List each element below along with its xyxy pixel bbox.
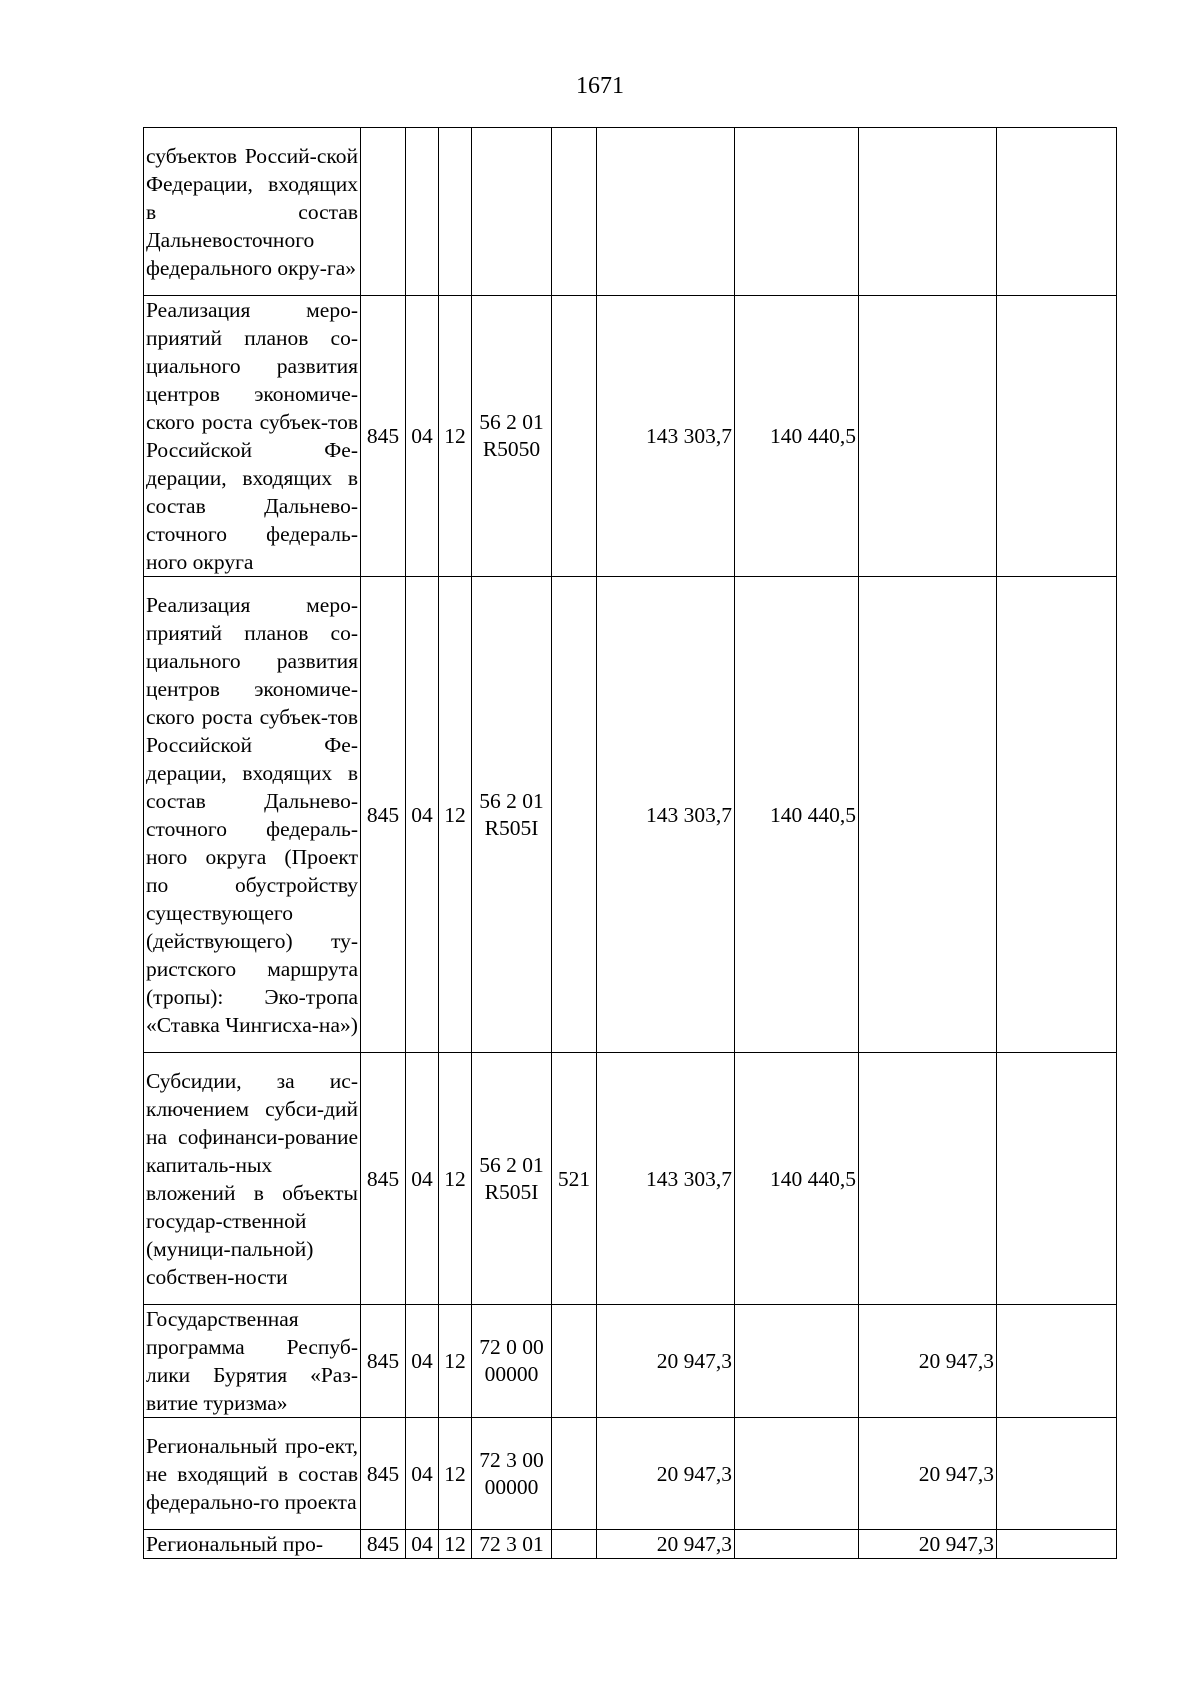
- admin-code-cell: 845: [361, 1053, 406, 1305]
- subsection-code-cell: 12: [439, 1418, 472, 1530]
- target-article-line-1: 72 0 00: [479, 1335, 544, 1359]
- total-amount-cell: 143 303,7: [597, 296, 735, 577]
- expense-type-cell: [552, 577, 597, 1053]
- table-row: [144, 296, 1117, 577]
- regional-amount-cell: [859, 128, 997, 296]
- target-article-cell: [472, 296, 552, 577]
- row-description: Государственная программа Респуб-лики Бурятия «Раз-витие туризма»: [144, 1305, 361, 1418]
- table-row: [144, 1530, 1117, 1559]
- table-row: [144, 128, 1117, 296]
- expense-type-cell: 521: [552, 1053, 597, 1305]
- regional-amount-cell: 20 947,3: [859, 1530, 997, 1559]
- expense-type-cell: [552, 1305, 597, 1418]
- target-article-cell: [472, 577, 552, 1053]
- row-description: Региональный про-: [144, 1530, 361, 1559]
- other-amount-cell: [997, 1305, 1117, 1418]
- target-article-line-1: 72 3 00: [479, 1447, 544, 1472]
- row-description: субъектов Россий-ской Федерации, входящих в состав Дальневосточного федерального окру-га»: [144, 128, 361, 296]
- admin-code-cell: 845: [361, 1418, 406, 1530]
- target-article-line-1: 56 2 01: [479, 1152, 544, 1177]
- expense-type-cell: [552, 1530, 597, 1559]
- admin-code-cell: 845: [361, 1305, 406, 1418]
- target-article-line-2: 00000: [484, 1362, 539, 1386]
- expense-type-cell: [552, 296, 597, 577]
- federal-amount-cell: 140 440,5: [735, 296, 859, 577]
- other-amount-cell: [997, 296, 1117, 577]
- target-article-line-2: R505I: [484, 815, 539, 840]
- admin-code-cell: 845: [361, 1530, 406, 1559]
- other-amount-cell: [997, 1418, 1117, 1530]
- target-article-line-2: R505I: [484, 1179, 539, 1204]
- table-body: [144, 128, 1117, 1559]
- total-amount-cell: 20 947,3: [597, 1530, 735, 1559]
- subsection-code-cell: 12: [439, 577, 472, 1053]
- row-description: Региональный про-ект, не входящий в состав федерально-го проекта: [144, 1418, 361, 1530]
- federal-amount-cell: 140 440,5: [735, 577, 859, 1053]
- expense-type-cell: [552, 1418, 597, 1530]
- row-description: Субсидии, за ис-ключением субси-дий на софинанси-рование капиталь-ных вложений в объекты государ-ственной (муници-пальной) собствен-ности: [144, 1053, 361, 1305]
- table-row: [144, 1305, 1117, 1418]
- table-row: [144, 1053, 1117, 1305]
- regional-amount-cell: [859, 577, 997, 1053]
- row-description: Реализация меро-приятий планов со-циального развития центров экономиче-ского роста субъек-тов Российской Фе-дерации, входящих в состав Дальнево-сточного федераль-ного округа (Проект по обустройству существующего (действующего) ту-ристского маршрута (тропы): Эко-тропа «Ставка Чингисха-на»): [144, 577, 361, 1053]
- page-number: 1671: [576, 73, 624, 99]
- total-amount-cell: 143 303,7: [597, 577, 735, 1053]
- subsection-code-cell: [439, 128, 472, 296]
- target-article-cell: [472, 1418, 552, 1530]
- expense-type-cell: [552, 128, 597, 296]
- target-article-cell: [472, 1530, 552, 1559]
- section-code-cell: [406, 128, 439, 296]
- section-code-cell: 04: [406, 1305, 439, 1418]
- total-amount-cell: 20 947,3: [597, 1418, 735, 1530]
- federal-amount-cell: [735, 1530, 859, 1559]
- section-code-cell: 04: [406, 296, 439, 577]
- section-code-cell: 04: [406, 1530, 439, 1559]
- admin-code-cell: 845: [361, 296, 406, 577]
- target-article-line-1: 72 3 01: [479, 1531, 544, 1556]
- table-row: [144, 1418, 1117, 1530]
- regional-amount-cell: 20 947,3: [859, 1305, 997, 1418]
- regional-amount-cell: [859, 1053, 997, 1305]
- target-article-cell: [472, 128, 552, 296]
- regional-amount-cell: [859, 296, 997, 577]
- federal-amount-cell: 140 440,5: [735, 1053, 859, 1305]
- budget-table: [143, 127, 1117, 1559]
- admin-code-cell: [361, 128, 406, 296]
- other-amount-cell: [997, 577, 1117, 1053]
- federal-amount-cell: [735, 1418, 859, 1530]
- target-article-line-1: 56 2 01: [479, 788, 544, 813]
- total-amount-cell: 20 947,3: [597, 1305, 735, 1418]
- row-description: Реализация меро-приятий планов со-циального развития центров экономиче-ского роста субъек-тов Российской Фе-дерации, входящих в состав Дальнево-сточного федераль-ного округа: [144, 296, 361, 577]
- other-amount-cell: [997, 1530, 1117, 1559]
- section-code-cell: 04: [406, 1418, 439, 1530]
- table-row: [144, 577, 1117, 1053]
- other-amount-cell: [997, 128, 1117, 296]
- section-code-cell: 04: [406, 1053, 439, 1305]
- section-code-cell: 04: [406, 577, 439, 1053]
- target-article-line-2: R5050: [482, 437, 541, 461]
- target-article-cell: [472, 1053, 552, 1305]
- subsection-code-cell: 12: [439, 1053, 472, 1305]
- other-amount-cell: [997, 1053, 1117, 1305]
- target-article-line-1: 56 2 01: [479, 410, 544, 434]
- target-article-line-2: 00000: [484, 1474, 539, 1499]
- target-article-cell: [472, 1305, 552, 1418]
- regional-amount-cell: 20 947,3: [859, 1418, 997, 1530]
- subsection-code-cell: 12: [439, 296, 472, 577]
- total-amount-cell: 143 303,7: [597, 1053, 735, 1305]
- admin-code-cell: 845: [361, 577, 406, 1053]
- subsection-code-cell: 12: [439, 1305, 472, 1418]
- federal-amount-cell: [735, 1305, 859, 1418]
- federal-amount-cell: [735, 128, 859, 296]
- total-amount-cell: [597, 128, 735, 296]
- subsection-code-cell: 12: [439, 1530, 472, 1559]
